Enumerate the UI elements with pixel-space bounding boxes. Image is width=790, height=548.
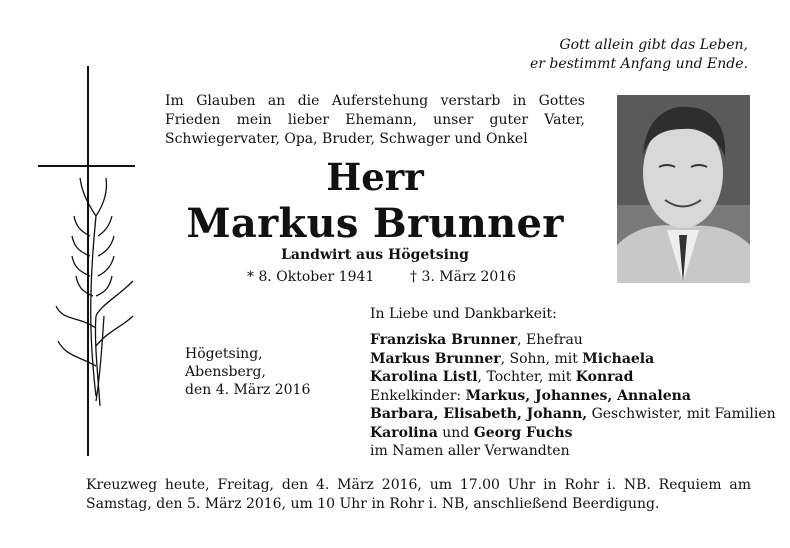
epigraph-quote <box>530 36 748 74</box>
intro-text: Im Glauben an die Auferstehung verstarb in Gottes Frieden mein lieber Ehemann, unser guter Vater, Schwiegervater, Opa, Bruder, Schwager und Onkel <box>165 93 585 147</box>
family-name: Georg Fuchs <box>473 424 573 441</box>
family-name: Markus, Johannes, Annalena <box>465 387 691 404</box>
family-text: im Namen aller Verwandten <box>370 443 570 459</box>
death-date: † 3. März 2016 <box>410 269 517 285</box>
family-text: , Ehefrau <box>517 332 583 348</box>
family-line <box>370 350 776 369</box>
place-line-1: Högetsing, <box>185 346 263 362</box>
occupation: Landwirt aus Högetsing <box>281 247 469 263</box>
family-text: Geschwister, mit Familien <box>587 406 776 422</box>
quote-line-2: er bestimmt Anfang und Ende. <box>529 56 748 72</box>
family-line <box>370 368 776 387</box>
thanks-heading: In Liebe und Dankbarkeit: <box>370 306 557 322</box>
family-line <box>370 387 776 406</box>
funeral-notice: Kreuzweg heute, Freitag, den 4. März 2016, um 17.00 Uhr in Rohr i. NB. Requiem am Samstag, den 5. März 2016, um 10 Uhr in Rohr i. NB, anschließend Beerdigung. <box>86 477 751 512</box>
family-list <box>370 331 776 461</box>
family-name: Michaela <box>582 350 655 367</box>
deceased-name: Markus Brunner <box>186 200 564 247</box>
place-line-3: den 4. März 2016 <box>185 382 311 398</box>
family-name: Franziska Brunner <box>370 332 518 348</box>
family-name: Markus Brunner <box>370 350 501 367</box>
honorific: Herr <box>326 155 424 199</box>
family-name: Konrad <box>575 369 634 385</box>
family-text: Enkelkinder: <box>370 387 466 404</box>
family-line <box>370 442 776 461</box>
family-line <box>370 331 776 350</box>
cross-with-wheat-icon <box>38 66 148 458</box>
family-name: Karolina <box>370 424 438 441</box>
family-line <box>370 424 776 443</box>
family-name: Karolina Listl <box>370 369 478 385</box>
place-line-2: Abensberg, <box>185 364 266 380</box>
place-and-date <box>185 345 310 399</box>
family-line <box>370 405 776 424</box>
family-text: und <box>437 424 474 441</box>
family-text: , Tochter, mit <box>477 369 576 385</box>
birth-date: * 8. Oktober 1941 <box>247 269 375 285</box>
portrait-photo <box>617 95 750 283</box>
family-name: Barbara, Elisabeth, Johann, <box>370 406 588 422</box>
family-text: , Sohn, mit <box>500 350 583 367</box>
quote-line-1: Gott allein gibt das Leben, <box>559 37 748 53</box>
